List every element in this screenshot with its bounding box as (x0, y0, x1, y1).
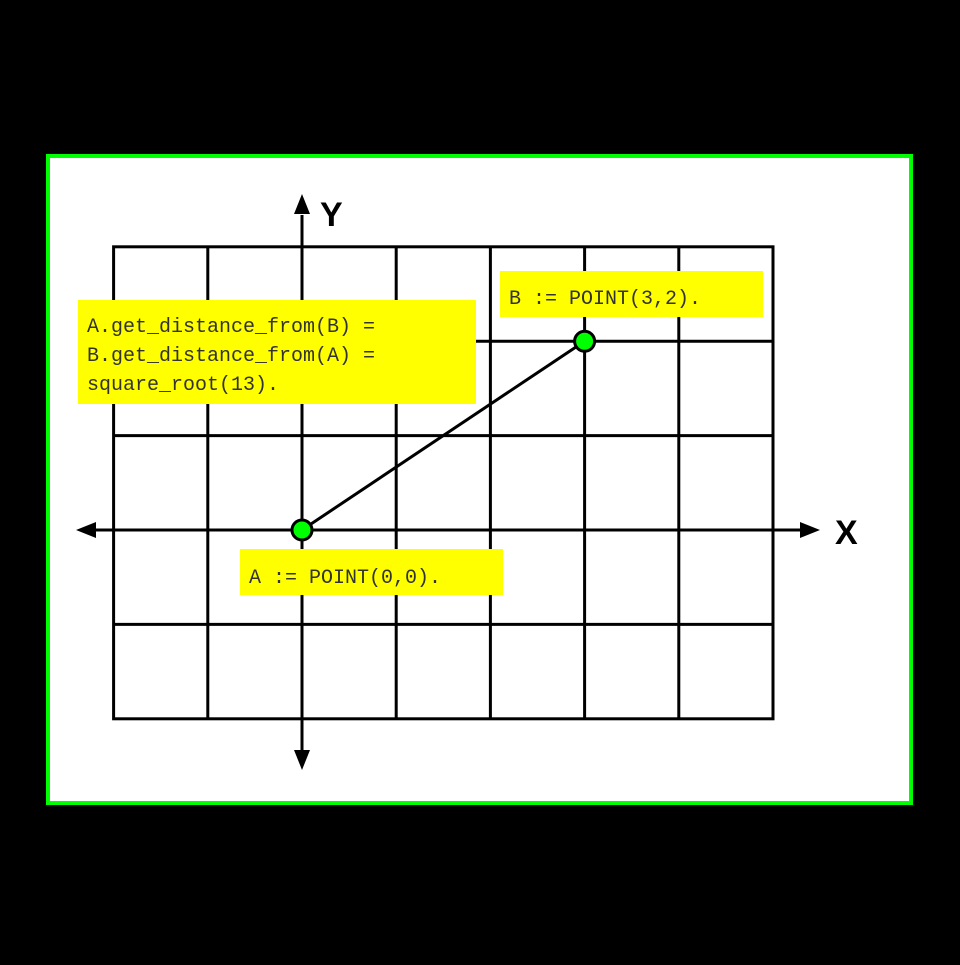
x-axis-label: X (835, 514, 858, 552)
point-a-marker (292, 520, 312, 540)
point-a-label: A := POINT(0,0). (249, 567, 442, 590)
point-b-label: B := POINT(3,2). (509, 288, 702, 311)
y-axis-label: Y (320, 196, 343, 234)
diagram-panel (48, 156, 911, 803)
distance-note-line-3: square_root(13). (87, 374, 280, 397)
point-b-marker (575, 331, 595, 351)
distance-note-line-2: B.get_distance_from(A) = (87, 345, 376, 368)
distance-note-line-1: A.get_distance_from(B) = (87, 316, 376, 339)
